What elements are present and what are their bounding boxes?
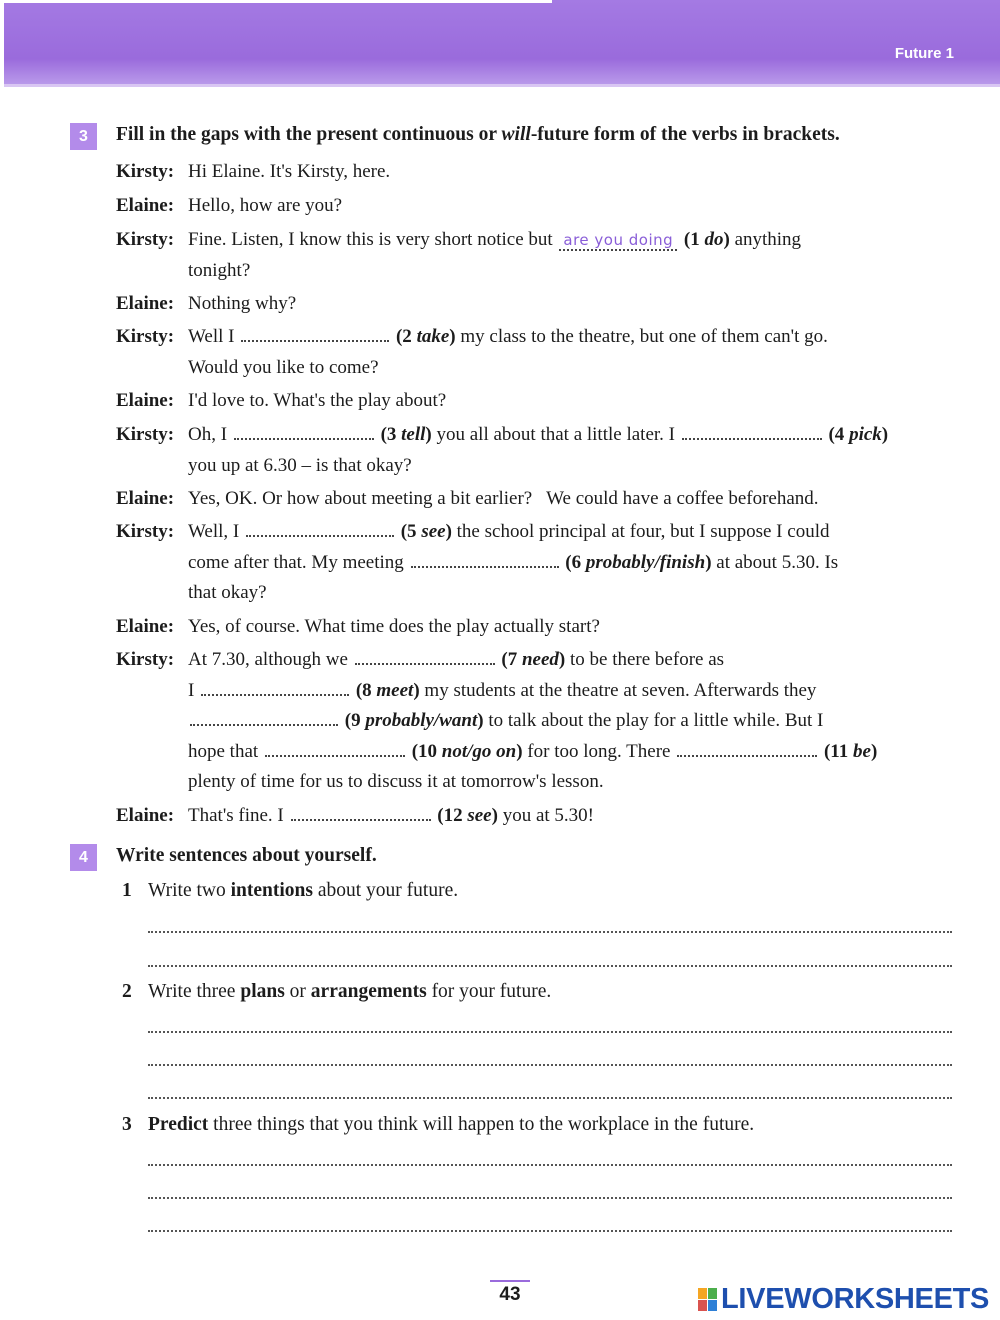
header-band: [4, 0, 1000, 87]
verb-hint-11: (11 be): [823, 740, 878, 762]
verb-hint-1: (1 do): [683, 229, 730, 250]
answer-gap-5[interactable]: [246, 521, 394, 537]
line-text: At 7.30, although we: [188, 649, 348, 670]
line-text: I: [188, 679, 195, 701]
answer-gap-3[interactable]: [234, 424, 374, 440]
line-text: tonight?: [188, 259, 251, 281]
line-text: Nothing why?: [188, 293, 297, 314]
line-text: my class to the theatre, but one of them can't go.: [460, 326, 828, 347]
line-text: my students at the theatre at seven. Afterwards they: [424, 679, 817, 701]
brand-name: LIVEWORKSHEETS: [721, 1283, 990, 1315]
answer-gap-9[interactable]: [190, 710, 338, 726]
verb-hint-10: (10 not/go on): [411, 740, 523, 762]
line-text: the school principal at four, but I suppose I could: [456, 521, 830, 542]
speaker: Kirsty:: [116, 521, 175, 542]
liveworksheets-logo: [698, 1283, 989, 1316]
line-text: plenty of time for us to discuss it at tomorrow's lesson.: [188, 771, 604, 792]
task-1: 1 Write two intentions about your future.: [122, 880, 459, 901]
line-text: to talk about the play for a little while. But I: [488, 710, 824, 731]
exercise-4-instruction: Write sentences about yourself.: [116, 845, 377, 866]
speaker: Elaine:: [116, 488, 175, 509]
exercise-3-badge: 3: [70, 123, 97, 150]
line-text: to be there before as: [570, 649, 725, 670]
speaker: Kirsty:: [116, 649, 175, 670]
answer-gap-4[interactable]: [682, 424, 822, 440]
verb-hint-4: (4 pick): [828, 424, 889, 445]
speaker: Elaine:: [116, 195, 175, 216]
line-text: Well, I: [188, 521, 240, 542]
answer-gap-8[interactable]: [201, 680, 349, 696]
answer-gap-10[interactable]: [265, 741, 405, 757]
answer-gap-11[interactable]: [677, 741, 817, 757]
line-text: Hello, how are you?: [188, 195, 343, 216]
verb-hint-12: (12 see): [437, 805, 498, 826]
speaker: Elaine:: [116, 390, 175, 411]
exercise-4-badge: 4: [70, 844, 97, 871]
line-text: Fine. Listen, I know this is very short notice but: [188, 229, 553, 250]
line-text: That's fine. I: [188, 805, 284, 826]
writing-line[interactable]: [148, 1164, 952, 1166]
line-text: for too long. There: [527, 740, 671, 762]
writing-line[interactable]: [148, 1197, 952, 1199]
writing-line[interactable]: [148, 931, 952, 933]
line-text: Oh, I: [188, 424, 228, 445]
verb-hint-7: (7 need): [501, 649, 566, 670]
writing-line[interactable]: [148, 1097, 952, 1099]
speaker: Elaine:: [116, 805, 175, 826]
line-text: you all about that a little later. I: [436, 424, 675, 445]
verb-hint-8: (8 meet): [355, 679, 420, 701]
line-text: I'd love to. What's the play about?: [188, 390, 447, 411]
verb-hint-6: (6 probably/finish): [565, 551, 712, 573]
verb-hint-2: (2 take): [395, 326, 456, 347]
speaker: Elaine:: [116, 616, 175, 637]
writing-line[interactable]: [148, 1230, 952, 1232]
line-text: Well I: [188, 326, 235, 347]
task-3: 3 Predict three things that you think will happen to the workplace in the future.: [122, 1114, 755, 1135]
answer-gap-6[interactable]: [411, 552, 559, 568]
verb-hint-3: (3 tell): [380, 424, 432, 445]
speaker: Kirsty:: [116, 161, 175, 182]
verb-hint-5: (5 see): [400, 521, 452, 542]
writing-line[interactable]: [148, 1064, 952, 1066]
speaker: Kirsty:: [116, 229, 175, 250]
line-text: come after that. My meeting: [188, 551, 404, 573]
writing-line[interactable]: [148, 965, 952, 967]
line-text: hope that: [188, 740, 259, 762]
liveworksheets-icon: [698, 1288, 717, 1311]
unit-label: Future 1: [894, 45, 954, 62]
answer-gap-12[interactable]: [291, 805, 431, 821]
speaker: Kirsty:: [116, 424, 175, 445]
writing-line[interactable]: [148, 1031, 952, 1033]
verb-hint-9: (9 probably/want): [344, 710, 484, 731]
line-text: at about 5.30. Is: [716, 551, 839, 573]
line-text: Yes, of course. What time does the play actually start?: [188, 616, 600, 637]
header-notch: [4, 0, 552, 3]
line-text: you at 5.30!: [502, 805, 594, 826]
answer-gap-7[interactable]: [355, 649, 495, 665]
line-text: that okay?: [188, 582, 267, 603]
answer-gap-1[interactable]: are you doing: [559, 231, 677, 251]
speaker: Elaine:: [116, 293, 175, 314]
line-text: you up at 6.30 – is that okay?: [188, 454, 412, 476]
answer-gap-2[interactable]: [241, 326, 389, 342]
line-text: Yes, OK. Or how about meeting a bit earlier? We could have a coffee beforehand.: [188, 488, 819, 509]
task-2: 2 Write three plans or arrangements for your future.: [122, 981, 552, 1002]
page-number: 43: [490, 1280, 530, 1306]
line-text: Hi Elaine. It's Kirsty, here.: [188, 161, 391, 182]
speaker: Kirsty:: [116, 326, 175, 347]
line-text: Would you like to come?: [188, 356, 379, 378]
line-text: anything: [734, 229, 802, 250]
exercise-3-instruction: Fill in the gaps with the present continuous or will-future form of the verbs in brackets.: [116, 124, 840, 145]
